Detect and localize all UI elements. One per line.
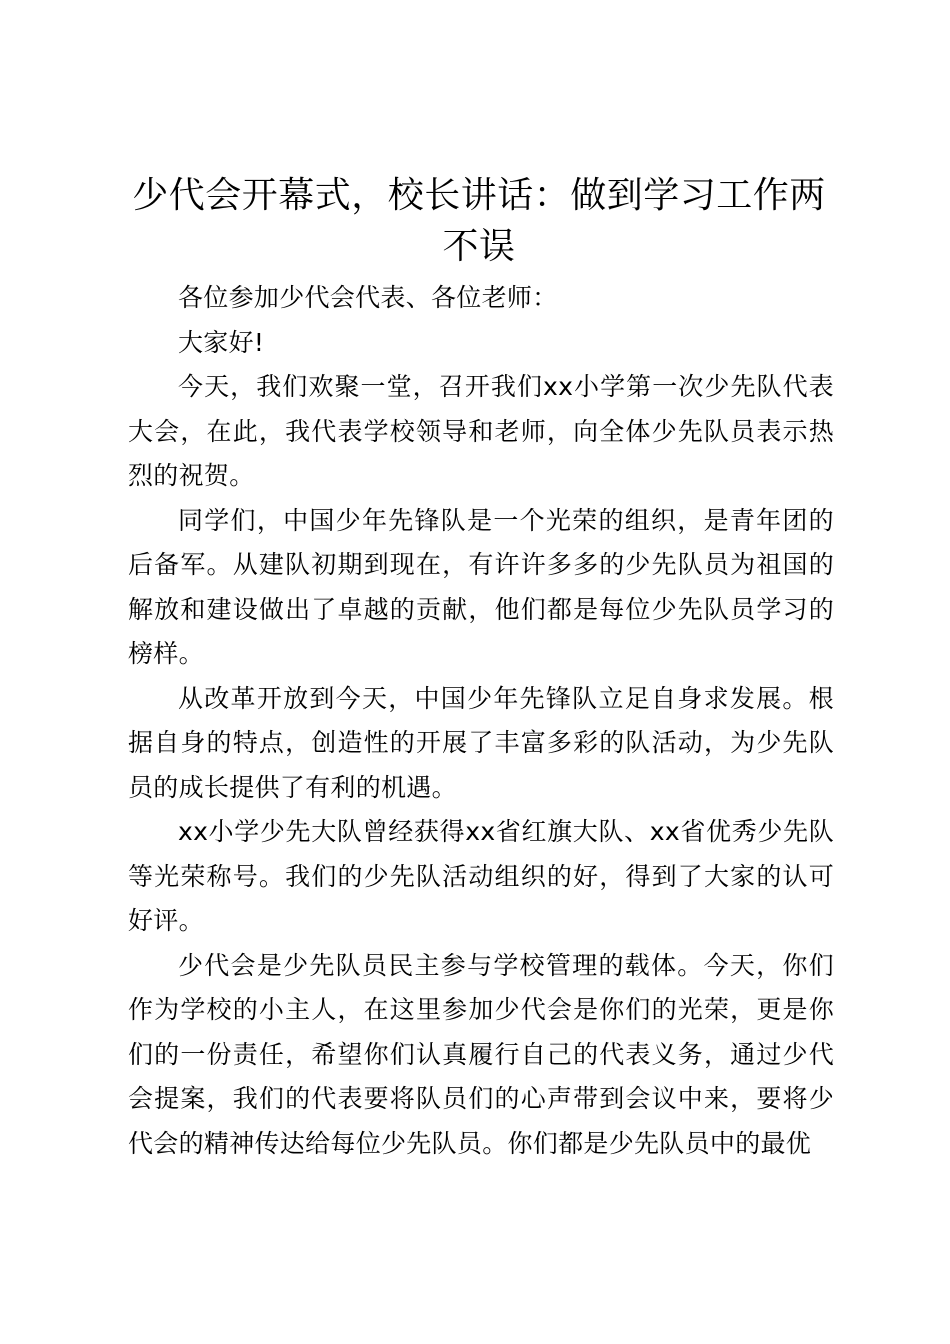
body-paragraph: 从改革开放到今天，中国少年先锋队立足自身求发展。根据自身的特点，创造性的开展了丰富多彩的队活动，为少先队员的成长提供了有利的机遇。 [128,683,834,802]
body-paragraph: 今天，我们欢聚一堂，召开我们xx小学第一次少先队代表大会，在此，我代表学校领导和老师，向全体少先队员表示热烈的祝贺。 [128,372,834,490]
salutation-line: 大家好! [178,327,265,357]
greeting-line: 各位参加少代会代表、各位老师： [178,283,558,312]
document-title: 少代会开幕式，校长讲话：做到学习工作两不误 [132,175,826,267]
document-body [128,276,834,1166]
body-paragraph: 同学们，中国少年先锋队是一个光荣的组织，是青年团的后备军。从建队初期到现在，有许许多多的少先队员为祖国的解放和建设做出了卓越的贡献，他们都是每位少先队员学习的榜样。 [128,505,834,668]
body-paragraph: xx小学少先大队曾经获得xx省红旗大队、xx省优秀少先队等光荣称号。我们的少先队活动组织的好，得到了大家的认可好评。 [128,817,834,935]
body-paragraph: 少代会是少先队员民主参与学校管理的载体。今天，你们作为学校的小主人，在这里参加少代会是你们的光荣，更是你们的一份责任，希望你们认真履行自己的代表义务，通过少代会提案，我们的代表要将队员们的心声带到会议中来，要将少代会的精神传达给每位少先队员。你们都是少先队员中的最优 [128,950,834,1158]
